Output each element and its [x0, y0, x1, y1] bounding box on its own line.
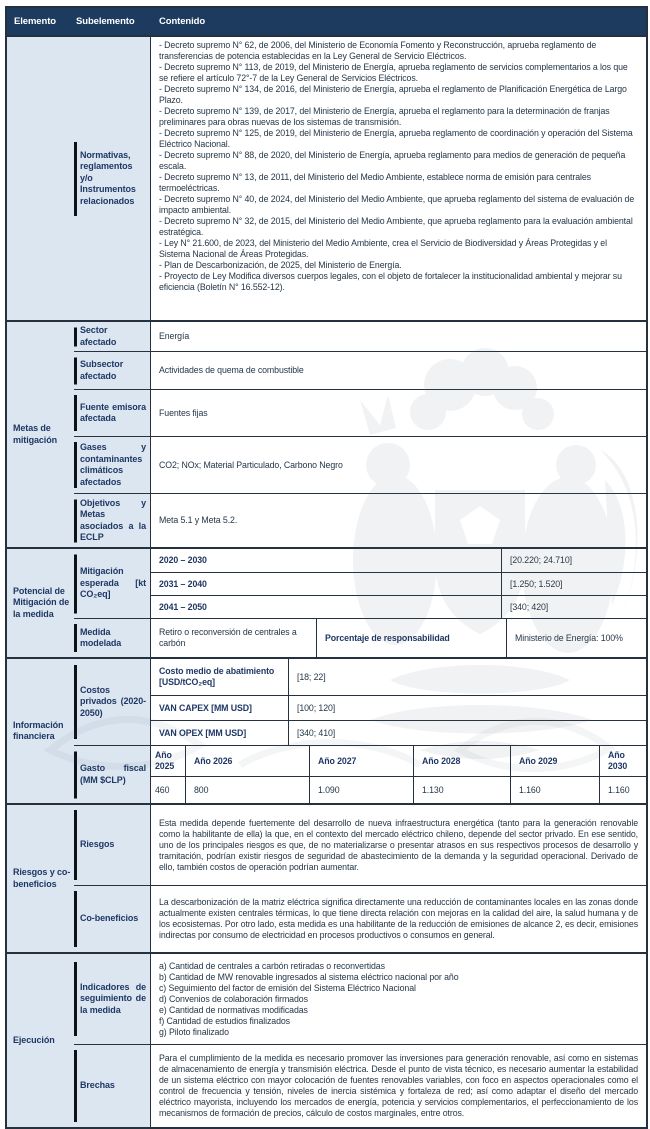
indicador-item: b) Cantidad de MW renovable ingresados al sistema eléctrico nacional por año — [159, 971, 459, 982]
table-row — [74, 745, 646, 803]
normativa-item: - Decreto supremo N° 113, de 2019, del Ministerio de Energía, aprueba reglamento de servicios complementarios a los que se refiere el artículo 72°-7 de la Ley General de Servicios Eléctricos. — [159, 62, 628, 83]
period-2031-2040: 2031 – 2040 — [159, 578, 207, 589]
year-value: 1.160 — [599, 777, 646, 803]
value-porcentaje-responsabilidad: Ministerio de Energía: 100% — [506, 619, 646, 657]
label-fuente-emisora: Fuente emisora afectada — [80, 401, 146, 423]
value-2041-2050: [340; 420] — [501, 596, 646, 618]
table-row — [74, 1044, 646, 1127]
value-2031-2040: [1.250; 1.520] — [501, 573, 646, 595]
normativa-item: - Decreto supremo N° 13, de 2011, del Ministerio del Medio Ambiente, establece norma de emisión para centrales termoeléctricas. — [159, 172, 591, 193]
elemento-ejecucion: Ejecución — [7, 954, 74, 1127]
indicador-item: f) Cantidad de estudios finalizados — [159, 1015, 290, 1026]
label-mitigacion-esperada: Mitigación esperada [kt CO₂eq] — [74, 549, 150, 618]
table-row — [74, 954, 646, 1044]
column-header-subelemento: Subelemento — [76, 16, 135, 27]
value-van-capex: [100; 120] — [288, 696, 646, 720]
column-header-elemento: Elemento — [14, 16, 56, 27]
year-value: 460 — [155, 784, 170, 795]
year-value: 1.130 — [413, 777, 510, 803]
table-row — [151, 572, 646, 595]
value-sector-afectado: Energía — [159, 331, 190, 341]
period-2020-2030: 2020 – 2030 — [159, 555, 207, 565]
normativa-item: - Decreto supremo N° 62, de 2006, del Ministerio de Economía Fomento y Reconstrucción, aprueba reglamento de transferencias de potencia establecidas en la Ley General de Servicio Eléctricos. — [159, 40, 597, 61]
label-costos-privados: Costos privados (2020-2050) — [74, 659, 150, 745]
year-header: Año 2025 — [155, 750, 175, 771]
subelemento-normativas: Normativas, reglamentos y/o Instrumentos relacionados — [74, 37, 150, 320]
table-row — [74, 885, 646, 952]
normativa-item: - Decreto supremo N° 40, de 2024, del Ministerio del Medio Ambiente, que aprueba reglamento del sistema de evaluación de impacto ambiental. — [159, 194, 635, 215]
normativa-item: - Proyecto de Ley Modifica diversos cuerpos legales, con el objeto de fortalecer la institucionalidad ambiental y mejorar su eficiencia (Boletín N° 16.552-12). — [159, 271, 622, 292]
table-row — [74, 436, 646, 493]
normativa-item: - Decreto supremo N° 134, de 2016, del Ministerio de Energía, aprueba el reglamento de Planificación Energética de Largo Plazo. — [159, 84, 627, 105]
elemento-riesgos: Riesgos y co-beneficios — [7, 805, 74, 952]
column-header-contenido: Contenido — [159, 16, 206, 27]
table-row — [74, 618, 646, 657]
table-row — [151, 595, 646, 618]
table-row — [74, 322, 646, 351]
value-fuente-emisora: Fuentes fijas — [159, 407, 208, 418]
indicador-item: g) Piloto finalizado — [159, 1026, 229, 1037]
year-header: Año 2029 — [510, 746, 599, 776]
group-ejecucion — [7, 952, 646, 1127]
year-value: 1.160 — [510, 777, 599, 803]
label-subsector-afectado: Subsector afectado — [80, 359, 124, 381]
group-riesgos-cobeneficios — [7, 803, 646, 952]
indicador-item: c) Seguimiento del factor de emisión del Sistema Eléctrico Nacional — [159, 982, 416, 993]
gasto-fiscal-years-row — [151, 746, 646, 776]
label-cobeneficios: Co-beneficios — [74, 886, 150, 952]
elemento-cell-empty — [7, 37, 74, 320]
table-row — [74, 805, 646, 885]
measure-detail-table — [5, 6, 648, 1129]
cobeneficios-text: La descarbonización de la matriz eléctrica significa directamente una reducción de contaminantes locales en las zonas donde actualmente existen centrales térmicas, lo que tiene directa relación con mejoras en la calidad del aire, la salud humana y de los ecosistemas. Por otro lado, esta medida es una habilitante de la reducción de emisiones de alcance 2, es decir, emisiones indirectas por consumo de electricidad en procesos productivos o consumos en general. — [159, 897, 638, 940]
indicador-item: d) Convenios de colaboración firmados — [159, 993, 308, 1004]
table-header-row — [7, 8, 646, 35]
table-row — [151, 695, 646, 720]
value-2020-2030: [20.220; 24.710] — [501, 549, 646, 572]
table-row — [151, 659, 646, 695]
normativa-item: - Decreto supremo N° 139, de 2017, del Ministerio de Energía, aprueba el reglamento para la determinación de franjas preliminares para obras nuevas de los sistemas de transmisión. — [159, 106, 610, 127]
elemento-metas: Metas de mitigación — [7, 322, 74, 547]
table-row — [151, 549, 646, 572]
group-metas-mitigacion — [7, 320, 646, 547]
table-row — [74, 389, 646, 436]
value-objetivos-eclp: Meta 5.1 y Meta 5.2. — [159, 515, 238, 525]
table-row — [151, 720, 646, 745]
value-gases-contaminantes: CO2; NOx; Material Particulado, Carbono Negro — [159, 459, 343, 470]
elemento-financiera: Información financiera — [7, 659, 74, 803]
group-potencial-mitigacion — [7, 547, 646, 657]
label-van-capex: VAN CAPEX [MM USD] — [159, 702, 252, 713]
label-costo-abatimiento: Costo medio de abatimiento [USD/tCO₂eq] — [159, 666, 275, 687]
year-header: Año 2026 — [185, 746, 309, 776]
label-gasto-fiscal: Gasto fiscal (MM $CLP) — [74, 746, 150, 803]
value-costo-abatimiento: [18; 22] — [288, 659, 646, 695]
table-row — [74, 351, 646, 389]
riesgos-text: Esta medida depende fuertemente del desarrollo de nueva infraestructura energética (tanto para la generación renovable como la habilitante de ella) la que, en el contexto del mercado eléctrico chileno, depende del sector privado. En ese sentido, uno de los principales riesgos es que, de no materializarse o presentar atrasos en sus respectivos procesos de desarrollo y tramitación, podrían existir riesgos de seguridad de abastecimiento de la demanda y la seguridad operacional. Derivado de ello, también costos de operación podrían aumentar. — [159, 817, 638, 872]
year-header: Año 2030 — [599, 746, 646, 776]
label-sector-afectado: Sector afectado — [80, 325, 117, 347]
group-normativas — [7, 35, 646, 320]
normativa-item: - Ley N° 21.600, de 2023, del Ministerio del Medio Ambiente, crea el Servicio de Biodiversidad y Áreas Protegidas y el Sistema Nacional de Áreas Protegidas. — [159, 238, 607, 259]
year-value: 800 — [185, 777, 309, 803]
indicador-item: a) Cantidad de centrales a carbón retiradas o reconvertidas — [159, 960, 385, 971]
normativa-item: - Decreto supremo N° 125, de 2019, del Ministerio de Energía, aprueba reglamento de coordinación y operación del Sistema Eléctrico Nacional. — [159, 128, 633, 149]
table-row — [74, 493, 646, 547]
normativa-item: - Decreto supremo N° 88, de 2020, del Ministerio de Energía, aprueba reglamento para medios de generación de pequeña escala. — [159, 150, 626, 171]
normativas-content — [150, 37, 646, 320]
period-2041-2050: 2041 – 2050 — [159, 601, 207, 612]
label-brechas: Brechas — [74, 1045, 150, 1127]
gasto-fiscal-values-row — [151, 776, 646, 803]
value-subsector-afectado: Actividades de quema de combustible — [159, 365, 304, 375]
label-riesgos: Riesgos — [74, 805, 150, 885]
indicadores-content — [150, 954, 646, 1044]
brechas-text: Para el cumplimiento de la medida es necesario promover las inversiones para generación renovable, así como en sistemas de almacenamiento de energía y transmisión eléctrica. Desde el punto de vista técnico, es necesario aumentar la estabilidad de un sistema eléctrico con mayor colocación de fuentes renovables variables, con foco en aspectos operacionales como el control de frecuencia y tensión, niveles de inercia sistémica y fortaleza de red; así como adaptar el diseño del mercado eléctrico mayorista, incluyendo los mercados de energía, potencia y servicios complementarios, el perfeccionamiento de los mecanismos de formación de precios, cálculo de costos marginales, entre otros. — [159, 1053, 638, 1118]
value-medida-modelada: Retiro o reconversión de centrales a carbón — [159, 627, 297, 648]
year-value: 1.090 — [309, 777, 413, 803]
label-medida-modelada: Medida modelada — [74, 619, 150, 657]
label-gases-contaminantes: Gases y contaminantes climáticos afectados — [80, 442, 146, 487]
elemento-potencial: Potencial de Mitigación de la medida — [7, 549, 74, 657]
indicador-item: e) Cantidad de normativas modificadas — [159, 1004, 308, 1015]
label-porcentaje-responsabilidad: Porcentaje de responsabilidad — [316, 619, 506, 657]
label-indicadores: Indicadores de seguimiento de la medida — [74, 954, 150, 1044]
normativa-item: - Plan de Descarbonización, de 2025, del Ministerio de Energía. — [159, 260, 402, 270]
label-objetivos-eclp: Objetivos y Metas asociados a la ECLP — [80, 497, 146, 542]
group-informacion-financiera — [7, 657, 646, 803]
year-header: Año 2027 — [309, 746, 413, 776]
normativa-item: - Decreto supremo N° 32, de 2015, del Ministerio del Medio Ambiente, que aprueba reglamento para la evaluación ambiental estratégica. — [159, 216, 633, 237]
value-van-opex: [340; 410] — [288, 721, 646, 745]
year-header: Año 2028 — [413, 746, 510, 776]
label-van-opex: VAN OPEX [MM USD] — [159, 727, 247, 738]
